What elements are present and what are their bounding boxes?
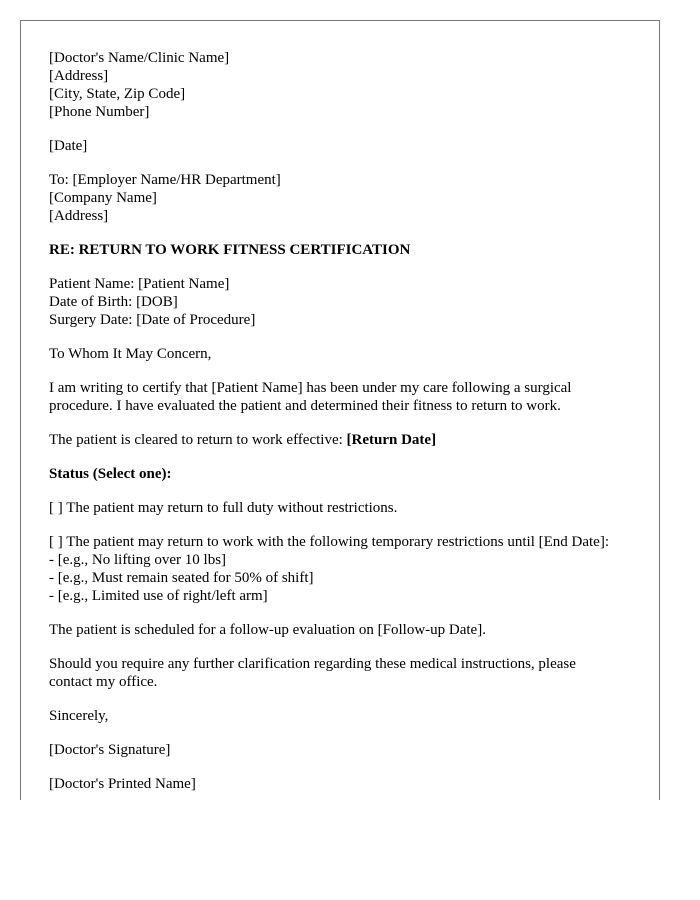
option-full-duty: [ ] The patient may return to full duty without restrictions. [49, 500, 398, 516]
recipient-address: [Address] [49, 208, 109, 224]
sender-phone: [Phone Number] [49, 104, 150, 120]
printed-name: [Doctor's Printed Name] [49, 776, 196, 792]
recipient-company: [Company Name] [49, 190, 157, 206]
restriction-item: - [e.g., Limited use of right/left arm] [49, 588, 268, 604]
status-heading: Status (Select one): [49, 466, 172, 482]
patient-name-line: Patient Name: [Patient Name] [49, 276, 230, 292]
closing-request-paragraph: Should you require any further clarification regarding these medical instructions, please contact my office. [49, 656, 576, 690]
patient-dob-line: Date of Birth: [DOB] [49, 294, 178, 310]
closing: Sincerely, [49, 708, 109, 724]
subject-block [49, 241, 619, 259]
restriction-item: - [e.g., No lifting over 10 lbs] [49, 552, 227, 568]
clearance-paragraph [49, 431, 619, 449]
sender-name: [Doctor's Name/Clinic Name] [49, 50, 230, 66]
option-restricted: [ ] The patient may return to work with the following temporary restrictions until [End Date]: [49, 534, 609, 550]
subject-line: RE: RETURN TO WORK FITNESS CERTIFICATION [49, 242, 411, 258]
letter-page [20, 20, 660, 800]
sender-address: [Address] [49, 68, 109, 84]
letter-content [49, 49, 619, 800]
restriction-item: - [e.g., Must remain seated for 50% of shift] [49, 570, 314, 586]
letter-date: [Date] [49, 138, 88, 154]
patient-info-block [49, 275, 619, 329]
followup-paragraph: The patient is scheduled for a follow-up evaluation on [Follow-up Date]. [49, 622, 486, 638]
date-block [49, 137, 619, 155]
sender-city-state-zip: [City, State, Zip Code] [49, 86, 186, 102]
return-date: [Return Date] [346, 432, 437, 448]
recipient-block [49, 171, 619, 225]
intro-paragraph: I am writing to certify that [Patient Name] has been under my care following a surgical procedure. I have evaluated the patient and determined their fitness to return to work. [49, 380, 572, 414]
sender-block [49, 49, 619, 121]
recipient-to: To: [Employer Name/HR Department] [49, 172, 281, 188]
clearance-text: The patient is cleared to return to work effective: [49, 432, 347, 448]
restricted-option-block [49, 533, 619, 605]
signature: [Doctor's Signature] [49, 742, 171, 758]
salutation: To Whom It May Concern, [49, 346, 212, 362]
patient-surgery-line: Surgery Date: [Date of Procedure] [49, 312, 256, 328]
